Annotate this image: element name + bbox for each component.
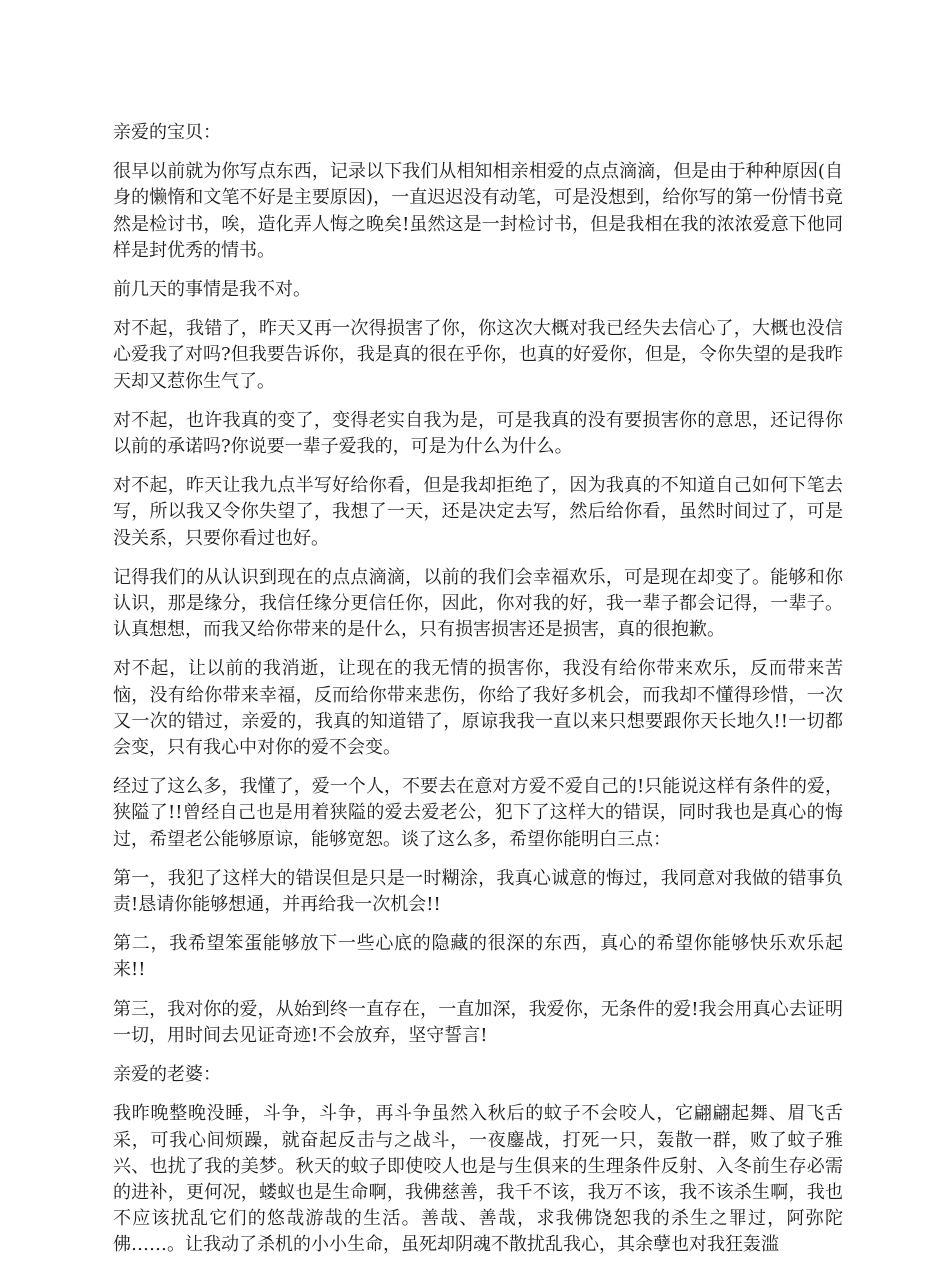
paragraph-apology-2: 对不起，也许我真的变了，变得老实自我为是，可是我真的没有要损害你的意思，还记得你以前的承诺吗?你说要一辈子爱我的，可是为什么为什么。 (113, 409, 843, 458)
paragraph-reflection: 经过了这么多，我懂了，爱一个人，不要去在意对方爱不爱自己的!只能说这样有条件的爱，狭隘了!!曾经自己也是用着狭隘的爱去爱老公，犯下了这样大的错误，同时我也是真心的悔过，希望老公能够原谅，能够宽恕。谈了这么多，希望你能明白三点： (113, 776, 843, 850)
paragraph-point-2: 第二，我希望笨蛋能够放下一些心底的隐藏的很深的东西，真心的希望你能够快乐欢乐起来!! (113, 933, 843, 981)
paragraph-point-1: 第一，我犯了这样大的错误但是只是一时糊涂，我真心诚意的悔过，我同意对我做的错事负责!恳请你能够想通，并再给我一次机会!! (113, 867, 843, 916)
paragraph-mosquito: 我昨晚整晚没睡，斗争，斗争，再斗争虽然入秋后的蚊子不会咬人，它翩翩起舞、眉飞舌采，可我心间烦躁，就奋起反击与之战斗，一夜鏖战，打死一只，轰散一群，败了蚊子雅兴、也扰了我的美梦。秋天的蚊子即使咬人也是与生俱来的生理条件反射、入冬前生存必需的进补，更何况，蝼蚁也是生命啊，我佛慈善，我千不该，我万不该，我不该杀生啊，我也不应该扰乱它们的悠哉游哉的生活。善哉、善哉，求我佛饶恕我的杀生之罪过，阿弥陀佛……。让我动了杀机的小小生命，虽死却阴魂不散扰乱我心，其余孽也对我狂轰滥 (113, 1103, 843, 1256)
paragraph-apology-4: 对不起，让以前的我消逝，让现在的我无情的损害你，我没有给你带来欢乐，反而带来苦恼，没有给你带来幸福，反而给你带来悲伤，你给了我好多机会，而我却不懂得珍惜，一次又一次的错过，亲爱的，我真的知道错了，原谅我我一直以来只想要跟你天长地久!!一切都会变，只有我心中对你的爱不会变。 (113, 658, 843, 759)
paragraph-admission: 前几天的事情是我不对。 (113, 279, 311, 301)
paragraph-memories: 记得我们的从认识到现在的点点滴滴，以前的我们会幸福欢乐，可是现在却变了。能够和你认识，那是缘分，我信任缘分更信任你，因此，你对我的好，我一辈子都会记得，一辈子。认真想想，而我又给你带来的是什么，只有损害损害还是损害，真的很抱歉。 (113, 566, 843, 641)
paragraph-apology-1: 对不起，我错了，昨天又再一次得损害了你，你这次大概对我已经失去信心了，大概也没信心爱我了对吗?但我要告诉你，我是真的很在乎你，也真的好爱你，但是，令你失望的是我昨天却又惹你生气了。 (113, 318, 843, 392)
paragraph-point-3: 第三，我对你的爱，从始到终一直存在，一直加深，我爱你，无条件的爱!我会用真心去证明一切，用时间去见证奇迹!不会放弃，坚守誓言! (113, 998, 843, 1046)
document-body (113, 120, 843, 1272)
paragraph-apology-3: 对不起，昨天让我九点半写好给你看，但是我却拒绝了，因为我真的不知道自己如何下笔去写，所以我又令你失望了，我想了一天，还是决定去写，然后给你看，虽然时间过了，可是没关系，只要你看过也好。 (113, 475, 843, 549)
greeting-baby: 亲爱的宝贝： (113, 122, 221, 143)
paragraph-intro: 很早以前就为你写点东西，记录以下我们从相知相亲相爱的点点滴滴，但是由于种种原因(自身的懒惰和文笔不好是主要原因)，一直迟迟没有动笔，可是没想到，给你写的第一份情书竟然是检讨书，唉，造化弄人悔之晚矣!虽然这是一封检讨书，但是我相在我的浓浓爱意下他同样是封优秀的情书。 (113, 161, 843, 261)
greeting-wife: 亲爱的老婆： (113, 1064, 221, 1086)
